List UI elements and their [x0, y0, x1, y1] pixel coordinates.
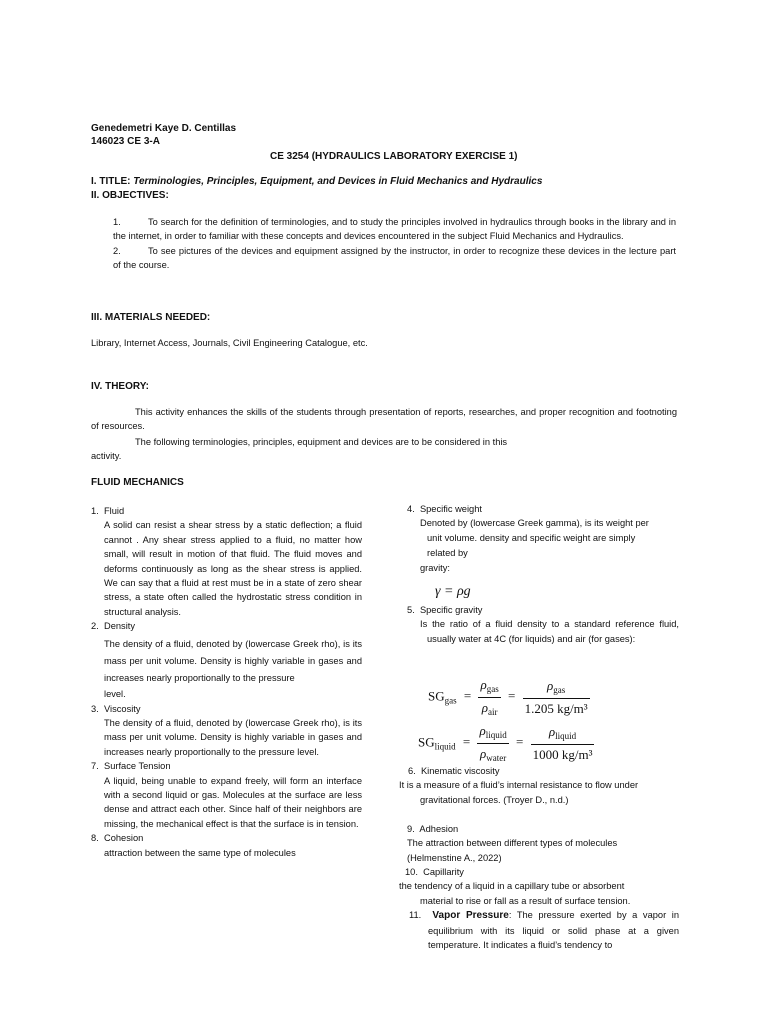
item-title: Vapor Pressure	[432, 910, 509, 921]
item-title: Surface Tension	[104, 761, 171, 772]
density-value-ratio	[523, 676, 590, 719]
item-number: 8.	[91, 833, 99, 844]
author-name: Genedemetri Kaye D. Centillas	[91, 123, 237, 134]
course-title: CE 3254 (HYDRAULICS LABORATORY EXERCISE 1)	[270, 151, 518, 162]
denominator-subscript: water	[486, 752, 507, 763]
item-line: related by	[427, 548, 468, 559]
item-text: A solid can resist a shear stress by a static deflection; a fluid cannot . Any shear stress applied to a fluid, no matter how small, will result in motion of that fluid. The fluid moves and deforms continuously as long as the shear stress is applied. We can say that a fluid at rest must be in a state of zero shear stress, a state often called the hydrostatic stress condition in structural analysis.	[104, 520, 362, 617]
list-item-kinematic-viscosity	[399, 764, 684, 807]
item-number: 2.	[91, 621, 99, 632]
item-number: 5.	[407, 605, 415, 615]
list-item-capillarity	[399, 865, 684, 908]
student-id-section: 146023 CE 3-A	[91, 136, 160, 147]
sg-subscript: gas	[444, 695, 457, 706]
list-item-viscosity	[91, 702, 362, 760]
theory-heading: IV. THEORY:	[91, 381, 149, 392]
objective-item	[113, 244, 676, 273]
objective-text: To search for the definition of terminologies, and to study the principles involved in hydraulics through books in the library and in the internet, in order to familiar with these concepts and devices encountered in the subject Fluid Mechanics and Hydraulics.	[113, 217, 676, 242]
list-item-surface-tension	[91, 759, 362, 831]
denominator-subscript: air	[487, 706, 498, 717]
density-value-ratio	[531, 722, 595, 765]
item-line: unit volume. density and specific weight are simply	[427, 533, 636, 544]
item-heading	[407, 502, 679, 516]
sg-liquid-formula	[418, 721, 594, 766]
item-heading	[399, 764, 684, 778]
item-title: Adhesion	[419, 824, 459, 834]
title-line	[91, 175, 691, 188]
item-line: material to rise or fall as a result of surface tension.	[420, 895, 631, 906]
item-line: (Helmenstine A., 2022)	[407, 852, 502, 863]
objective-item	[113, 215, 676, 244]
theory-paragraph-2: The following terminologies, principles, equipment and devices are to be considered in this	[135, 437, 508, 447]
materials-text: Library, Internet Access, Journals, Civil Engineering Catalogue, etc.	[91, 338, 368, 348]
rho-symbol: ρ	[481, 699, 488, 715]
item-number: 4.	[407, 504, 415, 514]
rho-symbol: ρ	[479, 723, 486, 738]
item-text: The density of a fluid, denoted by (lowercase Greek rho), is its mass per unit volume. Density is highly variable in gases and increases nearly proportionally to the pressure	[104, 638, 362, 684]
rho-symbol: ρ	[479, 745, 487, 761]
gamma-formula: γ = ρg	[435, 584, 471, 599]
list-item-fluid	[91, 504, 362, 619]
item-title: Density	[104, 621, 136, 632]
item-number: 3.	[91, 703, 99, 714]
density-ratio	[477, 721, 508, 766]
item-heading	[407, 822, 679, 836]
sg-subscript: liquid	[434, 741, 456, 752]
equals-sign: =	[516, 734, 524, 750]
item-heading	[399, 865, 684, 879]
left-column	[91, 504, 362, 860]
sg-symbol: SG	[418, 734, 435, 750]
item-text: : The pressure exerted by a vapor in equilibrium with its liquid or solid phase at a given temperature. It indicates a fluid’s tendency to	[428, 910, 680, 950]
list-item-adhesion	[407, 822, 679, 865]
item-number: 1.	[91, 506, 99, 516]
objective-text: To see pictures of the devices and equipment assigned by the instructor, in order to recognize these devices in the lecture part of the course.	[113, 245, 676, 271]
equals-sign: =	[462, 734, 471, 750]
theory-paragraph-1: This activity enhances the skills of the students through presentation of reports, researches, and proper recognition and footnoting of resources.	[91, 407, 677, 432]
item-title: Specific gravity	[419, 605, 483, 615]
item-number: 9.	[407, 824, 415, 834]
air-density-value: 1.205 kg/m³	[524, 700, 588, 716]
item-title: Cohesion	[104, 833, 144, 844]
materials-heading: III. MATERIALS NEEDED:	[91, 312, 211, 323]
item-number: 6.	[408, 766, 416, 776]
numerator-subscript: liquid	[485, 730, 507, 740]
rho-symbol: ρ	[548, 723, 556, 739]
item-title: Specific weight	[419, 504, 482, 514]
item-line: Denoted by (lowercase Greek gamma), is its weight per	[420, 518, 649, 529]
item-line: gravitational forces. (Troyer D., n.d.)	[420, 794, 569, 805]
item-heading	[407, 603, 679, 617]
title-label: I. TITLE:	[91, 176, 134, 187]
item-line: It is a measure of a fluid’s internal resistance to flow under	[399, 780, 639, 791]
rho-symbol: ρ	[480, 677, 487, 692]
objectives-heading: II. OBJECTIVES:	[91, 190, 169, 201]
item-line: the tendency of a liquid in a capillary tube or absorbent	[399, 881, 625, 892]
item-text-block	[409, 908, 679, 952]
item-text: Is the ratio of a fluid density to a standard reference fluid, usually water at 4C (for liquids) and air (for gases):	[420, 619, 679, 644]
rho-symbol: ρ	[547, 677, 554, 693]
objective-number: 2.	[113, 245, 121, 256]
numerator-subscript: gas	[553, 684, 566, 695]
title-text: Terminologies, Principles, Equipment, and Devices in Fluid Mechanics and Hydraulics	[133, 176, 543, 187]
item-text: A liquid, being unable to expand freely, will form an interface with a second liquid or gas. Molecules at the surface are less dense and attract each other. Since half of their neighbors are missing, the mechanical effect is that the surface is in tension.	[104, 775, 362, 829]
list-item-cohesion	[91, 831, 362, 860]
item-title: Viscosity	[104, 703, 141, 714]
numerator-subscript: gas	[486, 684, 499, 694]
item-number: 10.	[405, 867, 418, 877]
item-text: The density of a fluid, denoted by (lowercase Greek rho), is its mass per unit volume. Density is highly variable in gases and increases nearly proportionally to the pressure level.	[104, 718, 362, 757]
list-item-specific-gravity	[407, 603, 679, 646]
sg-gas-formula	[428, 675, 590, 720]
item-title: Capillarity	[423, 867, 464, 877]
item-text: attraction between the same type of molecules	[104, 847, 296, 858]
item-number: 11.	[409, 910, 422, 920]
item-line: gravity:	[420, 563, 450, 574]
objective-number: 1.	[113, 217, 121, 227]
fluid-mechanics-heading: FLUID MECHANICS	[91, 477, 184, 488]
objectives-list	[113, 215, 676, 273]
item-title: Fluid	[104, 506, 125, 516]
item-number: 7.	[91, 761, 99, 772]
equals-sign: =	[507, 688, 516, 704]
numerator-subscript: liquid	[555, 730, 577, 741]
list-item-specific-weight	[407, 502, 679, 576]
item-line: The attraction between different types of molecules	[407, 838, 618, 849]
list-item-vapor-pressure	[409, 908, 679, 952]
sg-symbol: SG	[428, 688, 445, 704]
item-title: Kinematic viscosity	[420, 766, 500, 776]
water-density-value: 1000 kg/m³	[532, 746, 593, 762]
theory-paragraph-2-end: activity.	[91, 451, 122, 461]
item-text-tail: level.	[104, 689, 126, 700]
list-item-density	[91, 619, 362, 701]
equals-sign: =	[463, 688, 472, 704]
density-ratio	[478, 675, 500, 720]
